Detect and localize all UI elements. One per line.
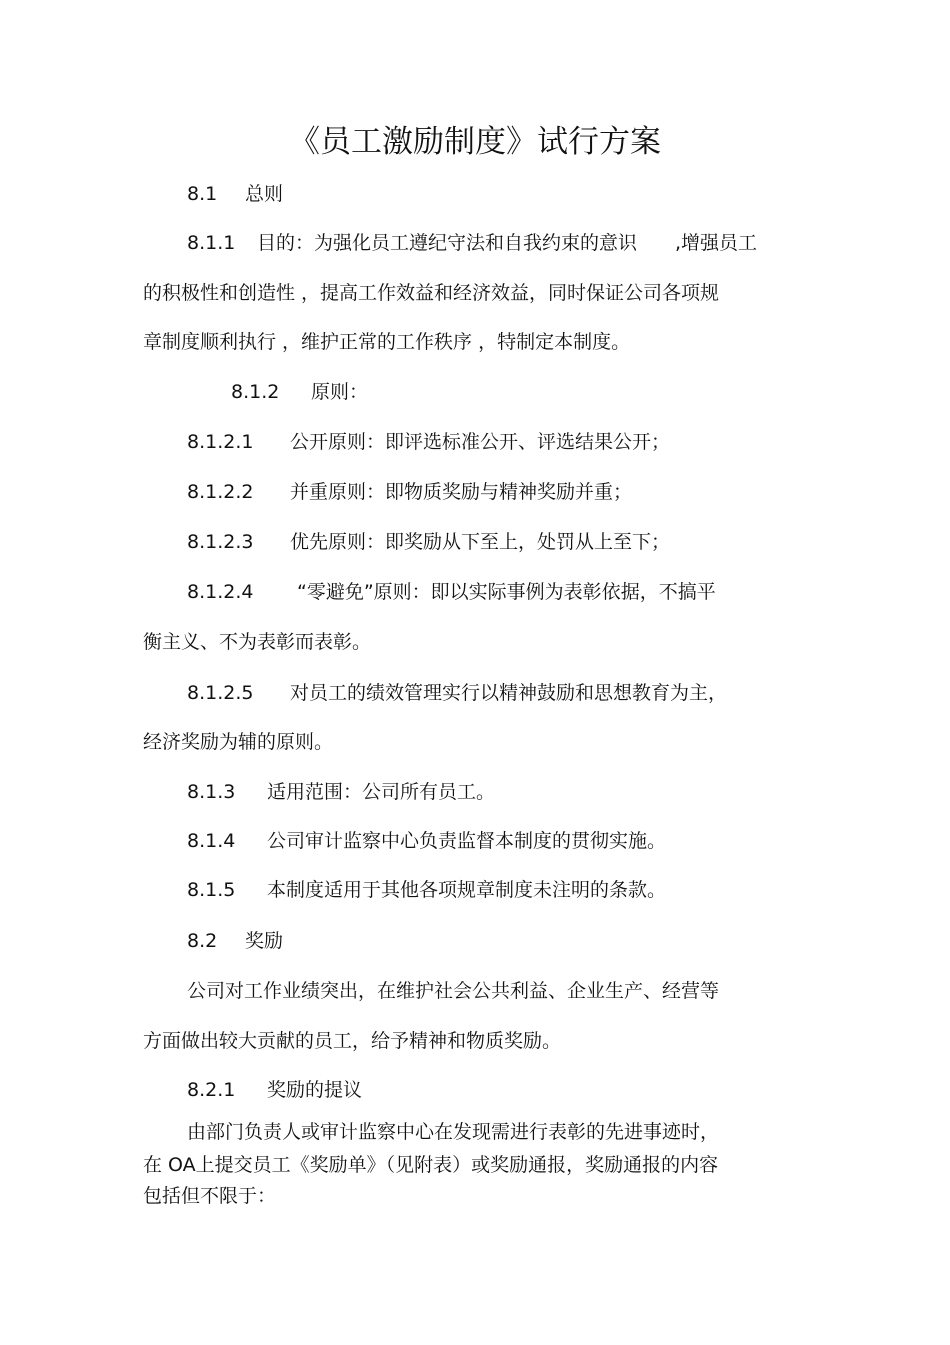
section-number: 8.1.2.2: [187, 481, 254, 503]
paragraph-line: 包括但不限于：: [143, 1185, 277, 1207]
document-title: 《员工激励制度》试行方案: [289, 124, 661, 160]
section-heading: 总则: [245, 183, 284, 205]
section-number: 8.1.2.4: [187, 581, 254, 603]
section-number: 8.1.5: [187, 879, 236, 901]
section-number: 8.1.2.3: [187, 531, 254, 553]
paragraph-line: 由部门负责人或审计监察中心在发现需进行表彰的先进事迹时，: [187, 1121, 720, 1143]
paragraph-line: 衡主义、不为表彰而表彰。: [143, 631, 372, 653]
section-number: 8.1.3: [187, 781, 236, 803]
paragraph-line: 公司对工作业绩突出，在维护社会公共利益、企业生产、经营等: [187, 980, 720, 1002]
section-number: 8.2.1: [187, 1079, 236, 1101]
section-number: 8.1.4: [187, 830, 236, 852]
paragraph-line: 本制度适用于其他各项规章制度未注明的条款。: [267, 879, 667, 901]
paragraph-line: 适用范围：公司所有员工。: [267, 781, 496, 803]
section-number: 8.1.2.1: [187, 431, 254, 453]
paragraph-line: 公开原则：即评选标准公开、评选结果公开；: [290, 431, 671, 453]
section-number: 8.1.2.5: [187, 682, 254, 704]
paragraph-line: 目的：为强化员工遵纪守法和自我约束的意识 ,增强员工: [257, 232, 758, 254]
section-heading: 奖励: [245, 930, 284, 952]
paragraph-line: 并重原则：即物质奖励与精神奖励并重；: [290, 481, 633, 503]
section-number: 8.2: [187, 930, 218, 952]
paragraph-line: 公司审计监察中心负责监督本制度的贯彻实施。: [267, 830, 667, 852]
section-number: 8.1: [187, 183, 218, 205]
paragraph-line: 对员工的绩效管理实行以精神鼓励和思想教育为主，: [290, 682, 728, 704]
paragraph-line: 的积极性和创造性 ，提高工作效益和经济效益，同时保证公司各项规: [143, 282, 720, 304]
paragraph-line: 章制度顺利执行 ，维护正常的工作秩序 ，特制定本制度。: [143, 331, 631, 353]
section-number: 8.1.2: [231, 381, 280, 403]
paragraph-line: 优先原则：即奖励从下至上，处罚从上至下；: [290, 531, 671, 553]
paragraph-line: “零避免”原则：即以实际事例为表彰依据，不搞平: [297, 581, 716, 603]
paragraph-line: 方面做出较大贡献的员工，给予精神和物质奖励。: [143, 1030, 562, 1052]
paragraph-line: 在 OA上提交员工《奖励单》（见附表）或奖励通报，奖励通报的内容: [143, 1154, 719, 1176]
paragraph-line: 经济奖励为辅的原则。: [143, 731, 334, 753]
section-number: 8.1.1: [187, 232, 236, 254]
section-heading: 奖励的提议: [267, 1079, 363, 1101]
section-heading: 原则：: [311, 381, 369, 403]
